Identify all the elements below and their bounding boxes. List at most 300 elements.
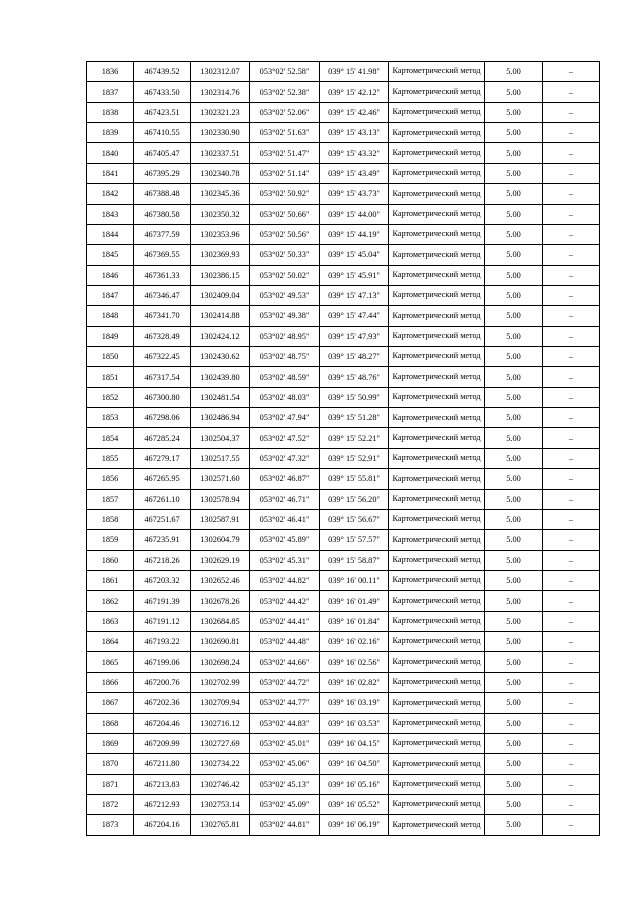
- point-number-cell: 1855: [87, 448, 134, 468]
- latitude-cell: 053°02' 50.56": [250, 224, 320, 244]
- y-coordinate-cell: 1302312.07: [191, 62, 250, 82]
- table-row: [87, 815, 600, 835]
- longitude-cell: 039° 15' 47.44": [320, 306, 389, 326]
- accuracy-cell: 5.00: [485, 163, 543, 183]
- accuracy-cell: 5.00: [485, 774, 543, 794]
- longitude-cell: 039° 15' 57.57": [320, 530, 389, 550]
- longitude-cell: 039° 15' 43.49": [320, 163, 389, 183]
- method-cell: Картометрический метод: [389, 611, 485, 631]
- y-coordinate-cell: 1302604.79: [191, 530, 250, 550]
- accuracy-cell: 5.00: [485, 387, 543, 407]
- method-cell: Картометрический метод: [389, 672, 485, 692]
- accuracy-cell: 5.00: [485, 224, 543, 244]
- accuracy-cell: 5.00: [485, 102, 543, 122]
- point-number-cell: 1856: [87, 469, 134, 489]
- table-row: [87, 530, 600, 550]
- y-coordinate-cell: 1302504.37: [191, 428, 250, 448]
- x-coordinate-cell: 467203.32: [134, 570, 191, 590]
- table-body: [87, 62, 600, 836]
- point-number-cell: 1861: [87, 570, 134, 590]
- point-number-cell: 1847: [87, 285, 134, 305]
- y-coordinate-cell: 1302702.99: [191, 672, 250, 692]
- x-coordinate-cell: 467380.58: [134, 204, 191, 224]
- method-cell: Картометрический метод: [389, 163, 485, 183]
- point-number-cell: 1860: [87, 550, 134, 570]
- point-number-cell: 1870: [87, 754, 134, 774]
- table-row: [87, 509, 600, 529]
- latitude-cell: 053°02' 44.77": [250, 693, 320, 713]
- latitude-cell: 053°02' 44.72": [250, 672, 320, 692]
- y-coordinate-cell: 1302709.94: [191, 693, 250, 713]
- table-row: [87, 632, 600, 652]
- note-cell: –: [543, 265, 600, 285]
- table-row: [87, 774, 600, 794]
- y-coordinate-cell: 1302517.55: [191, 448, 250, 468]
- latitude-cell: 053°02' 47.94": [250, 408, 320, 428]
- note-cell: –: [543, 469, 600, 489]
- accuracy-cell: 5.00: [485, 570, 543, 590]
- method-cell: Картометрический метод: [389, 123, 485, 143]
- y-coordinate-cell: 1302716.12: [191, 713, 250, 733]
- latitude-cell: 053°02' 45.06": [250, 754, 320, 774]
- method-cell: Картометрический метод: [389, 509, 485, 529]
- longitude-cell: 039° 15' 50.99": [320, 387, 389, 407]
- point-number-cell: 1859: [87, 530, 134, 550]
- table-row: [87, 123, 600, 143]
- note-cell: –: [543, 285, 600, 305]
- longitude-cell: 039° 16' 04.15": [320, 733, 389, 753]
- y-coordinate-cell: 1302430.62: [191, 347, 250, 367]
- y-coordinate-cell: 1302439.80: [191, 367, 250, 387]
- latitude-cell: 053°02' 44.41": [250, 611, 320, 631]
- accuracy-cell: 5.00: [485, 591, 543, 611]
- table-row: [87, 306, 600, 326]
- latitude-cell: 053°02' 48.75": [250, 347, 320, 367]
- y-coordinate-cell: 1302652.46: [191, 570, 250, 590]
- latitude-cell: 053°02' 50.92": [250, 184, 320, 204]
- point-number-cell: 1865: [87, 652, 134, 672]
- accuracy-cell: 5.00: [485, 754, 543, 774]
- coordinates-table: [86, 61, 600, 836]
- table-row: [87, 428, 600, 448]
- longitude-cell: 039° 15' 42.12": [320, 82, 389, 102]
- longitude-cell: 039° 15' 56.20": [320, 489, 389, 509]
- table-row: [87, 224, 600, 244]
- point-number-cell: 1864: [87, 632, 134, 652]
- point-number-cell: 1862: [87, 591, 134, 611]
- method-cell: Картометрический метод: [389, 570, 485, 590]
- latitude-cell: 053°02' 45.89": [250, 530, 320, 550]
- note-cell: –: [543, 652, 600, 672]
- table-row: [87, 265, 600, 285]
- longitude-cell: 039° 15' 45.91": [320, 265, 389, 285]
- latitude-cell: 053°02' 45.31": [250, 550, 320, 570]
- table-row: [87, 713, 600, 733]
- point-number-cell: 1836: [87, 62, 134, 82]
- point-number-cell: 1868: [87, 713, 134, 733]
- latitude-cell: 053°02' 47.32": [250, 448, 320, 468]
- latitude-cell: 053°02' 49.53": [250, 285, 320, 305]
- point-number-cell: 1872: [87, 794, 134, 814]
- accuracy-cell: 5.00: [485, 326, 543, 346]
- table-row: [87, 448, 600, 468]
- point-number-cell: 1854: [87, 428, 134, 448]
- accuracy-cell: 5.00: [485, 265, 543, 285]
- accuracy-cell: 5.00: [485, 82, 543, 102]
- note-cell: –: [543, 774, 600, 794]
- y-coordinate-cell: 1302727.69: [191, 733, 250, 753]
- longitude-cell: 039° 15' 42.46": [320, 102, 389, 122]
- longitude-cell: 039° 15' 44.00": [320, 204, 389, 224]
- table-row: [87, 184, 600, 204]
- note-cell: –: [543, 326, 600, 346]
- y-coordinate-cell: 1302587.91: [191, 509, 250, 529]
- table-row: [87, 733, 600, 753]
- accuracy-cell: 5.00: [485, 347, 543, 367]
- method-cell: Картометрический метод: [389, 448, 485, 468]
- note-cell: –: [543, 347, 600, 367]
- method-cell: Картометрический метод: [389, 530, 485, 550]
- y-coordinate-cell: 1302353.96: [191, 224, 250, 244]
- point-number-cell: 1838: [87, 102, 134, 122]
- y-coordinate-cell: 1302350.32: [191, 204, 250, 224]
- y-coordinate-cell: 1302746.42: [191, 774, 250, 794]
- latitude-cell: 053°02' 44.83": [250, 713, 320, 733]
- point-number-cell: 1840: [87, 143, 134, 163]
- point-number-cell: 1871: [87, 774, 134, 794]
- point-number-cell: 1837: [87, 82, 134, 102]
- y-coordinate-cell: 1302698.24: [191, 652, 250, 672]
- accuracy-cell: 5.00: [485, 204, 543, 224]
- method-cell: Картометрический метод: [389, 184, 485, 204]
- y-coordinate-cell: 1302690.81: [191, 632, 250, 652]
- latitude-cell: 053°02' 51.14": [250, 163, 320, 183]
- method-cell: Картометрический метод: [389, 265, 485, 285]
- method-cell: Картометрический метод: [389, 550, 485, 570]
- longitude-cell: 039° 15' 41.98": [320, 62, 389, 82]
- x-coordinate-cell: 467328.49: [134, 326, 191, 346]
- y-coordinate-cell: 1302629.19: [191, 550, 250, 570]
- x-coordinate-cell: 467298.06: [134, 408, 191, 428]
- method-cell: Картометрический метод: [389, 102, 485, 122]
- latitude-cell: 053°02' 45.01": [250, 733, 320, 753]
- y-coordinate-cell: 1302678.26: [191, 591, 250, 611]
- latitude-cell: 053°02' 51.63": [250, 123, 320, 143]
- point-number-cell: 1844: [87, 224, 134, 244]
- method-cell: Картометрический метод: [389, 387, 485, 407]
- method-cell: Картометрический метод: [389, 713, 485, 733]
- table-row: [87, 102, 600, 122]
- table-row: [87, 326, 600, 346]
- longitude-cell: 039° 15' 55.81": [320, 469, 389, 489]
- longitude-cell: 039° 15' 52.21": [320, 428, 389, 448]
- table-row: [87, 652, 600, 672]
- table-row: [87, 469, 600, 489]
- latitude-cell: 053°02' 46.71": [250, 489, 320, 509]
- longitude-cell: 039° 16' 05.16": [320, 774, 389, 794]
- x-coordinate-cell: 467388.48: [134, 184, 191, 204]
- point-number-cell: 1845: [87, 245, 134, 265]
- latitude-cell: 053°02' 50.33": [250, 245, 320, 265]
- y-coordinate-cell: 1302386.15: [191, 265, 250, 285]
- table-row: [87, 672, 600, 692]
- longitude-cell: 039° 15' 58.87": [320, 550, 389, 570]
- point-number-cell: 1839: [87, 123, 134, 143]
- accuracy-cell: 5.00: [485, 285, 543, 305]
- point-number-cell: 1843: [87, 204, 134, 224]
- accuracy-cell: 5.00: [485, 245, 543, 265]
- latitude-cell: 053°02' 44.82": [250, 570, 320, 590]
- accuracy-cell: 5.00: [485, 550, 543, 570]
- accuracy-cell: 5.00: [485, 611, 543, 631]
- x-coordinate-cell: 467433.50: [134, 82, 191, 102]
- y-coordinate-cell: 1302753.14: [191, 794, 250, 814]
- y-coordinate-cell: 1302481.54: [191, 387, 250, 407]
- x-coordinate-cell: 467211.80: [134, 754, 191, 774]
- latitude-cell: 053°02' 44.81": [250, 815, 320, 835]
- latitude-cell: 053°02' 50.66": [250, 204, 320, 224]
- x-coordinate-cell: 467322.45: [134, 347, 191, 367]
- method-cell: Картометрический метод: [389, 62, 485, 82]
- y-coordinate-cell: 1302734.22: [191, 754, 250, 774]
- accuracy-cell: 5.00: [485, 184, 543, 204]
- accuracy-cell: 5.00: [485, 306, 543, 326]
- x-coordinate-cell: 467439.52: [134, 62, 191, 82]
- accuracy-cell: 5.00: [485, 408, 543, 428]
- x-coordinate-cell: 467191.12: [134, 611, 191, 631]
- table-row: [87, 387, 600, 407]
- longitude-cell: 039° 16' 05.52": [320, 794, 389, 814]
- longitude-cell: 039° 15' 48.27": [320, 347, 389, 367]
- longitude-cell: 039° 15' 51.28": [320, 408, 389, 428]
- point-number-cell: 1866: [87, 672, 134, 692]
- note-cell: –: [543, 82, 600, 102]
- table-row: [87, 794, 600, 814]
- method-cell: Картометрический метод: [389, 245, 485, 265]
- latitude-cell: 053°02' 50.02": [250, 265, 320, 285]
- note-cell: –: [543, 611, 600, 631]
- method-cell: Картометрический метод: [389, 204, 485, 224]
- accuracy-cell: 5.00: [485, 672, 543, 692]
- note-cell: –: [543, 204, 600, 224]
- method-cell: Картометрический метод: [389, 815, 485, 835]
- y-coordinate-cell: 1302684.85: [191, 611, 250, 631]
- latitude-cell: 053°02' 48.95": [250, 326, 320, 346]
- longitude-cell: 039° 16' 02.56": [320, 652, 389, 672]
- point-number-cell: 1848: [87, 306, 134, 326]
- accuracy-cell: 5.00: [485, 489, 543, 509]
- accuracy-cell: 5.00: [485, 632, 543, 652]
- x-coordinate-cell: 467251.67: [134, 509, 191, 529]
- point-number-cell: 1857: [87, 489, 134, 509]
- method-cell: Картометрический метод: [389, 489, 485, 509]
- table-row: [87, 408, 600, 428]
- latitude-cell: 053°02' 51.47": [250, 143, 320, 163]
- table-row: [87, 143, 600, 163]
- latitude-cell: 053°02' 46.41": [250, 509, 320, 529]
- longitude-cell: 039° 15' 47.93": [320, 326, 389, 346]
- accuracy-cell: 5.00: [485, 448, 543, 468]
- point-number-cell: 1867: [87, 693, 134, 713]
- y-coordinate-cell: 1302578.94: [191, 489, 250, 509]
- x-coordinate-cell: 467410.55: [134, 123, 191, 143]
- note-cell: –: [543, 245, 600, 265]
- x-coordinate-cell: 467202.36: [134, 693, 191, 713]
- note-cell: –: [543, 428, 600, 448]
- table-row: [87, 347, 600, 367]
- method-cell: Картометрический метод: [389, 733, 485, 753]
- latitude-cell: 053°02' 52.58": [250, 62, 320, 82]
- table-row: [87, 82, 600, 102]
- note-cell: –: [543, 306, 600, 326]
- x-coordinate-cell: 467405.47: [134, 143, 191, 163]
- table-row: [87, 245, 600, 265]
- note-cell: –: [543, 224, 600, 244]
- note-cell: –: [543, 794, 600, 814]
- x-coordinate-cell: 467265.95: [134, 469, 191, 489]
- x-coordinate-cell: 467377.59: [134, 224, 191, 244]
- x-coordinate-cell: 467279.17: [134, 448, 191, 468]
- accuracy-cell: 5.00: [485, 62, 543, 82]
- note-cell: –: [543, 102, 600, 122]
- accuracy-cell: 5.00: [485, 143, 543, 163]
- point-number-cell: 1849: [87, 326, 134, 346]
- latitude-cell: 053°02' 46.87": [250, 469, 320, 489]
- point-number-cell: 1851: [87, 367, 134, 387]
- table-row: [87, 570, 600, 590]
- point-number-cell: 1846: [87, 265, 134, 285]
- accuracy-cell: 5.00: [485, 123, 543, 143]
- x-coordinate-cell: 467346.47: [134, 285, 191, 305]
- table-row: [87, 489, 600, 509]
- longitude-cell: 039° 15' 45.04": [320, 245, 389, 265]
- method-cell: Картометрический метод: [389, 428, 485, 448]
- x-coordinate-cell: 467235.91: [134, 530, 191, 550]
- note-cell: –: [543, 387, 600, 407]
- x-coordinate-cell: 467191.39: [134, 591, 191, 611]
- longitude-cell: 039° 15' 44.19": [320, 224, 389, 244]
- note-cell: –: [543, 550, 600, 570]
- x-coordinate-cell: 467193.22: [134, 632, 191, 652]
- point-number-cell: 1873: [87, 815, 134, 835]
- longitude-cell: 039° 16' 03.19": [320, 693, 389, 713]
- note-cell: –: [543, 184, 600, 204]
- method-cell: Картометрический метод: [389, 367, 485, 387]
- longitude-cell: 039° 15' 56.67": [320, 509, 389, 529]
- y-coordinate-cell: 1302345.36: [191, 184, 250, 204]
- note-cell: –: [543, 815, 600, 835]
- longitude-cell: 039° 16' 06.19": [320, 815, 389, 835]
- point-number-cell: 1869: [87, 733, 134, 753]
- method-cell: Картометрический метод: [389, 693, 485, 713]
- accuracy-cell: 5.00: [485, 794, 543, 814]
- y-coordinate-cell: 1302340.78: [191, 163, 250, 183]
- note-cell: –: [543, 530, 600, 550]
- latitude-cell: 053°02' 52.38": [250, 82, 320, 102]
- note-cell: –: [543, 672, 600, 692]
- note-cell: –: [543, 570, 600, 590]
- x-coordinate-cell: 467361.33: [134, 265, 191, 285]
- x-coordinate-cell: 467209.99: [134, 733, 191, 753]
- method-cell: Картометрический метод: [389, 754, 485, 774]
- longitude-cell: 039° 16' 04.50": [320, 754, 389, 774]
- longitude-cell: 039° 15' 43.32": [320, 143, 389, 163]
- longitude-cell: 039° 15' 47.13": [320, 285, 389, 305]
- longitude-cell: 039° 16' 01.49": [320, 591, 389, 611]
- table-row: [87, 62, 600, 82]
- method-cell: Картометрический метод: [389, 306, 485, 326]
- longitude-cell: 039° 15' 48.76": [320, 367, 389, 387]
- point-number-cell: 1842: [87, 184, 134, 204]
- x-coordinate-cell: 467261.10: [134, 489, 191, 509]
- x-coordinate-cell: 467285.24: [134, 428, 191, 448]
- table-row: [87, 591, 600, 611]
- table-row: [87, 754, 600, 774]
- note-cell: –: [543, 448, 600, 468]
- table-row: [87, 204, 600, 224]
- x-coordinate-cell: 467204.16: [134, 815, 191, 835]
- x-coordinate-cell: 467395.29: [134, 163, 191, 183]
- point-number-cell: 1841: [87, 163, 134, 183]
- method-cell: Картометрический метод: [389, 591, 485, 611]
- table-row: [87, 163, 600, 183]
- x-coordinate-cell: 467300.80: [134, 387, 191, 407]
- accuracy-cell: 5.00: [485, 693, 543, 713]
- point-number-cell: 1858: [87, 509, 134, 529]
- method-cell: Картометрический метод: [389, 774, 485, 794]
- latitude-cell: 053°02' 49.38": [250, 306, 320, 326]
- note-cell: –: [543, 367, 600, 387]
- table-row: [87, 693, 600, 713]
- latitude-cell: 053°02' 44.66": [250, 652, 320, 672]
- accuracy-cell: 5.00: [485, 469, 543, 489]
- accuracy-cell: 5.00: [485, 713, 543, 733]
- y-coordinate-cell: 1302571.60: [191, 469, 250, 489]
- point-number-cell: 1850: [87, 347, 134, 367]
- latitude-cell: 053°02' 48.59": [250, 367, 320, 387]
- y-coordinate-cell: 1302414.88: [191, 306, 250, 326]
- note-cell: –: [543, 754, 600, 774]
- longitude-cell: 039° 15' 43.73": [320, 184, 389, 204]
- note-cell: –: [543, 733, 600, 753]
- note-cell: –: [543, 693, 600, 713]
- accuracy-cell: 5.00: [485, 652, 543, 672]
- accuracy-cell: 5.00: [485, 530, 543, 550]
- note-cell: –: [543, 408, 600, 428]
- accuracy-cell: 5.00: [485, 367, 543, 387]
- latitude-cell: 053°02' 45.09": [250, 794, 320, 814]
- y-coordinate-cell: 1302369.93: [191, 245, 250, 265]
- note-cell: –: [543, 62, 600, 82]
- point-number-cell: 1852: [87, 387, 134, 407]
- method-cell: Картометрический метод: [389, 794, 485, 814]
- x-coordinate-cell: 467423.51: [134, 102, 191, 122]
- accuracy-cell: 5.00: [485, 733, 543, 753]
- method-cell: Картометрический метод: [389, 285, 485, 305]
- y-coordinate-cell: 1302486.94: [191, 408, 250, 428]
- method-cell: Картометрический метод: [389, 652, 485, 672]
- note-cell: –: [543, 713, 600, 733]
- table-row: [87, 367, 600, 387]
- latitude-cell: 053°02' 45.13": [250, 774, 320, 794]
- method-cell: Картометрический метод: [389, 408, 485, 428]
- y-coordinate-cell: 1302409.04: [191, 285, 250, 305]
- latitude-cell: 053°02' 44.42": [250, 591, 320, 611]
- x-coordinate-cell: 467341.70: [134, 306, 191, 326]
- longitude-cell: 039° 16' 02.16": [320, 632, 389, 652]
- longitude-cell: 039° 15' 52.91": [320, 448, 389, 468]
- x-coordinate-cell: 467204.46: [134, 713, 191, 733]
